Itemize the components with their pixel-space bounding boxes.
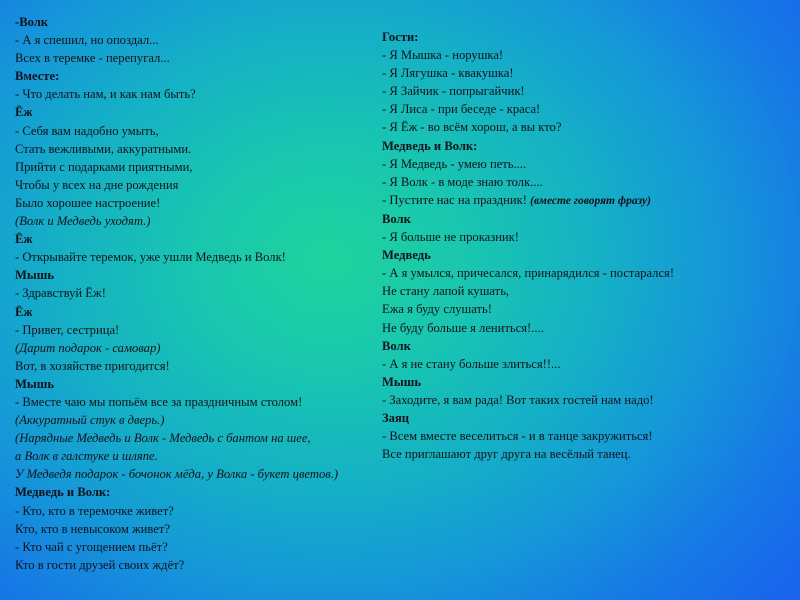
line-text: Ежа я буду слушать! (382, 302, 492, 317)
left-script-column (15, 13, 405, 574)
dialogue-line (382, 118, 792, 136)
dialogue-line (15, 158, 405, 176)
line-text: - А я умылся, причесался, принарядился - постарался! (382, 266, 675, 281)
speaker-name (382, 337, 792, 355)
dialogue-line (382, 155, 792, 173)
dialogue-line (15, 520, 405, 538)
speaker-name (15, 483, 405, 501)
speaker-name (15, 230, 405, 248)
line-text: Всех в теремке - перепугал... (15, 51, 170, 66)
line-text: - Кто чай с угощением пьёт? (15, 539, 168, 554)
dialogue-line (15, 248, 405, 266)
dialogue-line (15, 31, 405, 49)
line-text: Все приглашают друг друга на весёлый танец. (382, 447, 631, 462)
speaker-name (15, 375, 405, 393)
line-text: Медведь и Волк: (382, 138, 478, 153)
line-text: - Кто, кто в теремочке живет? (15, 503, 174, 518)
dialogue-line (382, 319, 792, 337)
line-text: - Я Лягушка - квакушка! (382, 66, 514, 81)
line-text: Не буду больше я лениться!.... (382, 320, 544, 335)
line-text: - Я больше не проказник! (382, 230, 519, 245)
dialogue-line (15, 122, 405, 140)
line-text: Ёж (15, 232, 33, 247)
line-text: (Нарядные Медведь и Волк - Медведь с бантом на шее, (15, 431, 311, 446)
line-text: - Я Лиса - при беседе - краса! (382, 102, 541, 117)
dialogue-line (15, 321, 405, 339)
stage-direction (15, 429, 405, 447)
dialogue-line (382, 391, 792, 409)
line-text: - Себя вам надобно умыть, (15, 123, 159, 138)
line-text: - Я Ёж - во всём хорош, а вы кто? (382, 120, 562, 135)
dialogue-line (382, 100, 792, 118)
dialogue-line (15, 49, 405, 67)
line-text: - Заходите, я вам рада! Вот таких гостей нам надо! (382, 392, 654, 407)
stage-direction (15, 212, 405, 230)
dialogue-line (15, 538, 405, 556)
line-text: (Волк и Медведь уходят.) (15, 214, 151, 229)
stage-direction-note: (вместе говорят фразу) (530, 194, 651, 207)
line-text: Ёж (15, 304, 33, 319)
line-text: Прийти с подарками приятными, (15, 159, 193, 174)
dialogue-line (382, 264, 792, 282)
line-text: У Медведя подарок - бочонок мёда, у Волка - букет цветов.) (15, 467, 339, 482)
line-text: Медведь и Волк: (15, 485, 111, 500)
dialogue-line (15, 502, 405, 520)
dialogue-line (15, 194, 405, 212)
line-text: - Я Волк - в моде знаю толк.... (382, 174, 543, 189)
right-script-column (382, 28, 792, 463)
speaker-name (382, 409, 792, 427)
dialogue-line (382, 173, 792, 191)
dialogue-line (382, 228, 792, 246)
line-text: Было хорошее настроение! (15, 195, 161, 210)
dialogue-line (382, 300, 792, 318)
speaker-name (15, 67, 405, 85)
stage-direction (15, 411, 405, 429)
dialogue-line (15, 85, 405, 103)
stage-direction (15, 447, 405, 465)
line-text: Вот, в хозяйстве пригодится! (15, 358, 170, 373)
line-text: - Я Медведь - умею петь.... (382, 156, 527, 171)
dialogue-line (382, 282, 792, 300)
dialogue-line (15, 393, 405, 411)
line-text: Мышь (15, 268, 55, 283)
speaker-name (382, 137, 792, 155)
line-text: Стать вежливыми, аккуратными. (15, 141, 192, 156)
line-text: Медведь (382, 248, 431, 263)
speaker-name (382, 28, 792, 46)
line-text: - Вместе чаю мы попьём все за праздничным столом! (15, 394, 303, 409)
line-text: Мышь (15, 376, 55, 391)
dialogue-line (15, 357, 405, 375)
speaker-name (15, 13, 405, 31)
line-text: - А я спешил, но опоздал... (15, 33, 159, 48)
line-text: (Аккуратный стук в дверь.) (15, 413, 165, 428)
line-text: Кто, кто в невысоком живет? (15, 521, 170, 536)
line-text: Вместе: (15, 69, 60, 84)
speaker-name (15, 103, 405, 121)
dialogue-line (382, 445, 792, 463)
stage-direction (15, 465, 405, 483)
speaker-name (15, 303, 405, 321)
dialogue-line (15, 176, 405, 194)
speaker-name (15, 266, 405, 284)
line-text: - Пустите нас на праздник! (382, 192, 527, 207)
speaker-name (382, 210, 792, 228)
line-text: -Волк (15, 15, 49, 29)
line-text: Не стану лапой кушать, (382, 284, 510, 299)
line-text: Волк (382, 338, 411, 353)
line-text: - Здравствуй Ёж! (15, 286, 106, 301)
line-text: - А я не стану больше злиться!!... (382, 356, 561, 371)
line-text: Чтобы у всех на дне рождения (15, 177, 179, 192)
line-text: Мышь (382, 374, 422, 389)
dialogue-line (382, 46, 792, 64)
dialogue-line (382, 427, 792, 445)
line-text: - Открывайте теремок, уже ушли Медведь и Волк! (15, 250, 286, 265)
line-text: Кто в гости друзей своих ждёт? (15, 557, 185, 572)
dialogue-line (382, 191, 792, 210)
dialogue-line (382, 64, 792, 82)
line-text: Ёж (15, 105, 33, 120)
line-text: - Всем вместе веселиться - и в танце закружиться! (382, 429, 653, 444)
line-text: (Дарит подарок - самовар) (15, 340, 161, 355)
line-text: - Я Мышка - норушка! (382, 48, 504, 63)
line-text: Волк (382, 211, 411, 226)
dialogue-line (382, 82, 792, 100)
dialogue-line (382, 355, 792, 373)
line-text: Гости: (382, 30, 419, 44)
line-text: - Что делать нам, и как нам быть? (15, 87, 196, 102)
dialogue-line (15, 140, 405, 158)
dialogue-line (15, 556, 405, 574)
line-text: - Я Зайчик - попрыгайчик! (382, 84, 525, 99)
speaker-name (382, 373, 792, 391)
stage-direction (15, 339, 405, 357)
line-text: Заяц (382, 410, 410, 425)
line-text: - Привет, сестрица! (15, 322, 120, 337)
speaker-name (382, 246, 792, 264)
line-text: а Волк в галстуке и шляпе. (15, 449, 158, 464)
dialogue-line (15, 284, 405, 302)
